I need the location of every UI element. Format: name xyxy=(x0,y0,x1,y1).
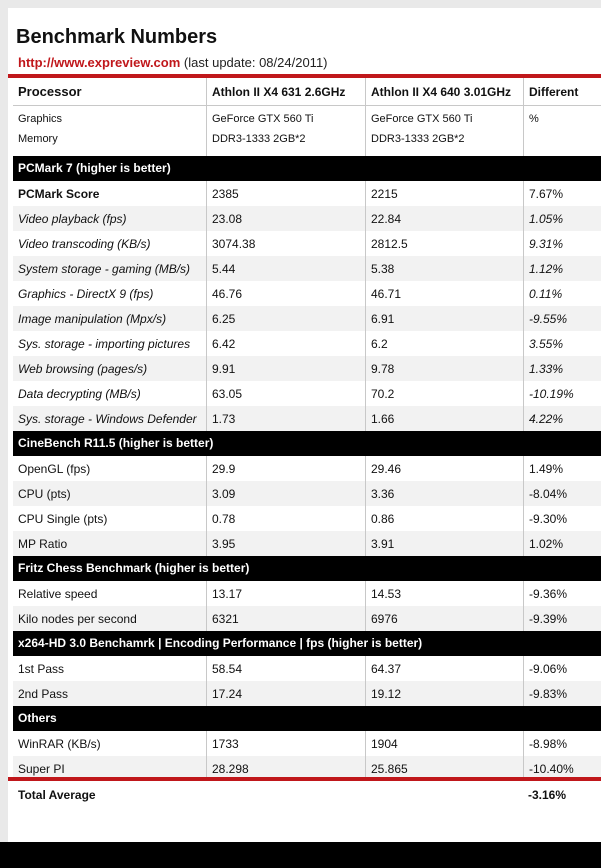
value-b: 3.36 xyxy=(365,481,523,506)
table-row xyxy=(13,331,601,356)
value-b: 2812.5 xyxy=(365,231,523,256)
table-row xyxy=(13,606,601,631)
diff-value: 9.31% xyxy=(523,231,601,256)
sections-container xyxy=(13,156,601,781)
value-a: 3.95 xyxy=(206,531,365,556)
value-b: 0.86 xyxy=(365,506,523,531)
spec-row xyxy=(13,106,601,156)
metric-label: Video transcoding (KB/s) xyxy=(18,236,151,251)
diff-header: Different xyxy=(523,78,601,105)
metric-label: 1st Pass xyxy=(18,661,65,676)
value-a: 29.9 xyxy=(206,456,365,481)
value-a: 6321 xyxy=(206,606,365,631)
value-b: 1.66 xyxy=(365,406,523,431)
metric-label: Super PI xyxy=(18,761,65,776)
value-b: 5.38 xyxy=(365,256,523,281)
metric-label: OpenGL (fps) xyxy=(18,461,91,476)
value-a: 3074.38 xyxy=(206,231,365,256)
cpu-b-header: Athlon II X4 640 3.01GHz xyxy=(365,78,523,105)
value-b: 19.12 xyxy=(365,681,523,706)
value-a: 3.09 xyxy=(206,481,365,506)
footer-divider xyxy=(8,777,601,781)
value-b: 46.71 xyxy=(365,281,523,306)
table-row xyxy=(13,581,601,606)
memory-b: DDR3-1333 2GB*2 xyxy=(371,133,465,145)
benchmark-table xyxy=(13,78,601,809)
cpu-a-header: Athlon II X4 631 2.6GHz xyxy=(206,78,365,105)
subtitle xyxy=(18,55,328,70)
metric-label: Sys. storage - Windows Defender xyxy=(18,411,197,426)
section-header: CineBench R11.5 (higher is better) xyxy=(13,431,601,456)
diff-value: 7.67% xyxy=(523,181,601,206)
total-label: Total Average xyxy=(18,788,96,802)
processor-label: Processor xyxy=(18,84,82,99)
value-a: 9.91 xyxy=(206,356,365,381)
memory-a: DDR3-1333 2GB*2 xyxy=(212,133,306,145)
source-link[interactable]: http://www.expreview.com xyxy=(18,55,181,70)
metric-label: Sys. storage - importing pictures xyxy=(18,336,191,351)
diff-value: -9.36% xyxy=(523,581,601,606)
diff-value: 1.05% xyxy=(523,206,601,231)
value-b: 3.91 xyxy=(365,531,523,556)
diff-value: -9.06% xyxy=(523,656,601,681)
value-b: 29.46 xyxy=(365,456,523,481)
table-row xyxy=(13,481,601,506)
value-a: 17.24 xyxy=(206,681,365,706)
value-a: 28.298 xyxy=(206,756,365,781)
value-a: 23.08 xyxy=(206,206,365,231)
value-b: 9.78 xyxy=(365,356,523,381)
metric-label: CPU (pts) xyxy=(18,486,71,501)
table-row xyxy=(13,731,601,756)
diff-value: 3.55% xyxy=(523,331,601,356)
value-a: 63.05 xyxy=(206,381,365,406)
metric-label: PCMark Score xyxy=(18,186,100,201)
total-diff: -3.16% xyxy=(528,788,567,802)
value-b: 25.865 xyxy=(365,756,523,781)
value-b: 6976 xyxy=(365,606,523,631)
graphics-b: GeForce GTX 560 Ti xyxy=(371,113,473,125)
diff-value: -8.98% xyxy=(523,731,601,756)
diff-value: 4.22% xyxy=(523,406,601,431)
diff-value: 1.49% xyxy=(523,456,601,481)
diff-value: -9.83% xyxy=(523,681,601,706)
diff-value: -9.39% xyxy=(523,606,601,631)
value-a: 0.78 xyxy=(206,506,365,531)
value-a: 2385 xyxy=(206,181,365,206)
value-b: 1904 xyxy=(365,731,523,756)
diff-value: -9.55% xyxy=(523,306,601,331)
value-b: 64.37 xyxy=(365,656,523,681)
value-a: 46.76 xyxy=(206,281,365,306)
table-row xyxy=(13,681,601,706)
metric-label: MP Ratio xyxy=(18,536,68,551)
diff-value: 1.02% xyxy=(523,531,601,556)
table-row xyxy=(13,531,601,556)
metric-label: System storage - gaming (MB/s) xyxy=(18,261,191,276)
diff-value: 1.12% xyxy=(523,256,601,281)
value-a: 6.25 xyxy=(206,306,365,331)
metric-label: 2nd Pass xyxy=(18,686,69,701)
value-a: 1733 xyxy=(206,731,365,756)
table-row xyxy=(13,281,601,306)
table-row xyxy=(13,381,601,406)
diff-value: 0.11% xyxy=(523,281,601,306)
metric-label: Relative speed xyxy=(18,586,98,601)
metric-label: Graphics - DirectX 9 (fps) xyxy=(18,286,154,301)
metric-label: WinRAR (KB/s) xyxy=(18,736,101,751)
diff-unit: % xyxy=(529,113,539,125)
table-row xyxy=(13,206,601,231)
table-row xyxy=(13,456,601,481)
diff-value: 1.33% xyxy=(523,356,601,381)
section-header: PCMark 7 (higher is better) xyxy=(13,156,601,181)
table-row xyxy=(13,256,601,281)
metric-label: Video playback (fps) xyxy=(18,211,127,226)
value-a: 13.17 xyxy=(206,581,365,606)
table-row xyxy=(13,181,601,206)
memory-label: Memory xyxy=(18,133,58,145)
value-a: 58.54 xyxy=(206,656,365,681)
table-row xyxy=(13,406,601,431)
section-header: Fritz Chess Benchmark (higher is better) xyxy=(13,556,601,581)
table-row xyxy=(13,656,601,681)
metric-label: CPU Single (pts) xyxy=(18,511,108,526)
metric-label: Web browsing (pages/s) xyxy=(18,361,148,376)
table-row xyxy=(13,306,601,331)
diff-value: -10.40% xyxy=(523,756,601,781)
metric-label: Data decrypting (MB/s) xyxy=(18,386,141,401)
value-b: 2215 xyxy=(365,181,523,206)
graphics-a: GeForce GTX 560 Ti xyxy=(212,113,314,125)
value-b: 14.53 xyxy=(365,581,523,606)
value-b: 6.2 xyxy=(365,331,523,356)
value-a: 5.44 xyxy=(206,256,365,281)
value-a: 6.42 xyxy=(206,331,365,356)
value-b: 70.2 xyxy=(365,381,523,406)
table-row xyxy=(13,231,601,256)
graphics-label: Graphics xyxy=(18,113,63,125)
section-header: x264-HD 3.0 Benchamrk | Encoding Performance | fps (higher is better) xyxy=(13,631,601,656)
table-row xyxy=(13,506,601,531)
table-header xyxy=(13,78,601,106)
section-header: Others xyxy=(13,706,601,731)
update-note: (last update: 08/24/2011) xyxy=(183,55,328,70)
value-b: 22.84 xyxy=(365,206,523,231)
total-row xyxy=(13,781,601,809)
metric-label: Image manipulation (Mpx/s) xyxy=(18,311,167,326)
diff-value: -9.30% xyxy=(523,506,601,531)
value-a: 1.73 xyxy=(206,406,365,431)
metric-label: Kilo nodes per second xyxy=(18,611,137,626)
value-b: 6.91 xyxy=(365,306,523,331)
page-title: Benchmark Numbers xyxy=(16,26,218,48)
diff-value: -10.19% xyxy=(523,381,601,406)
diff-value: -8.04% xyxy=(523,481,601,506)
footer-bar xyxy=(0,842,601,868)
table-row xyxy=(13,356,601,381)
